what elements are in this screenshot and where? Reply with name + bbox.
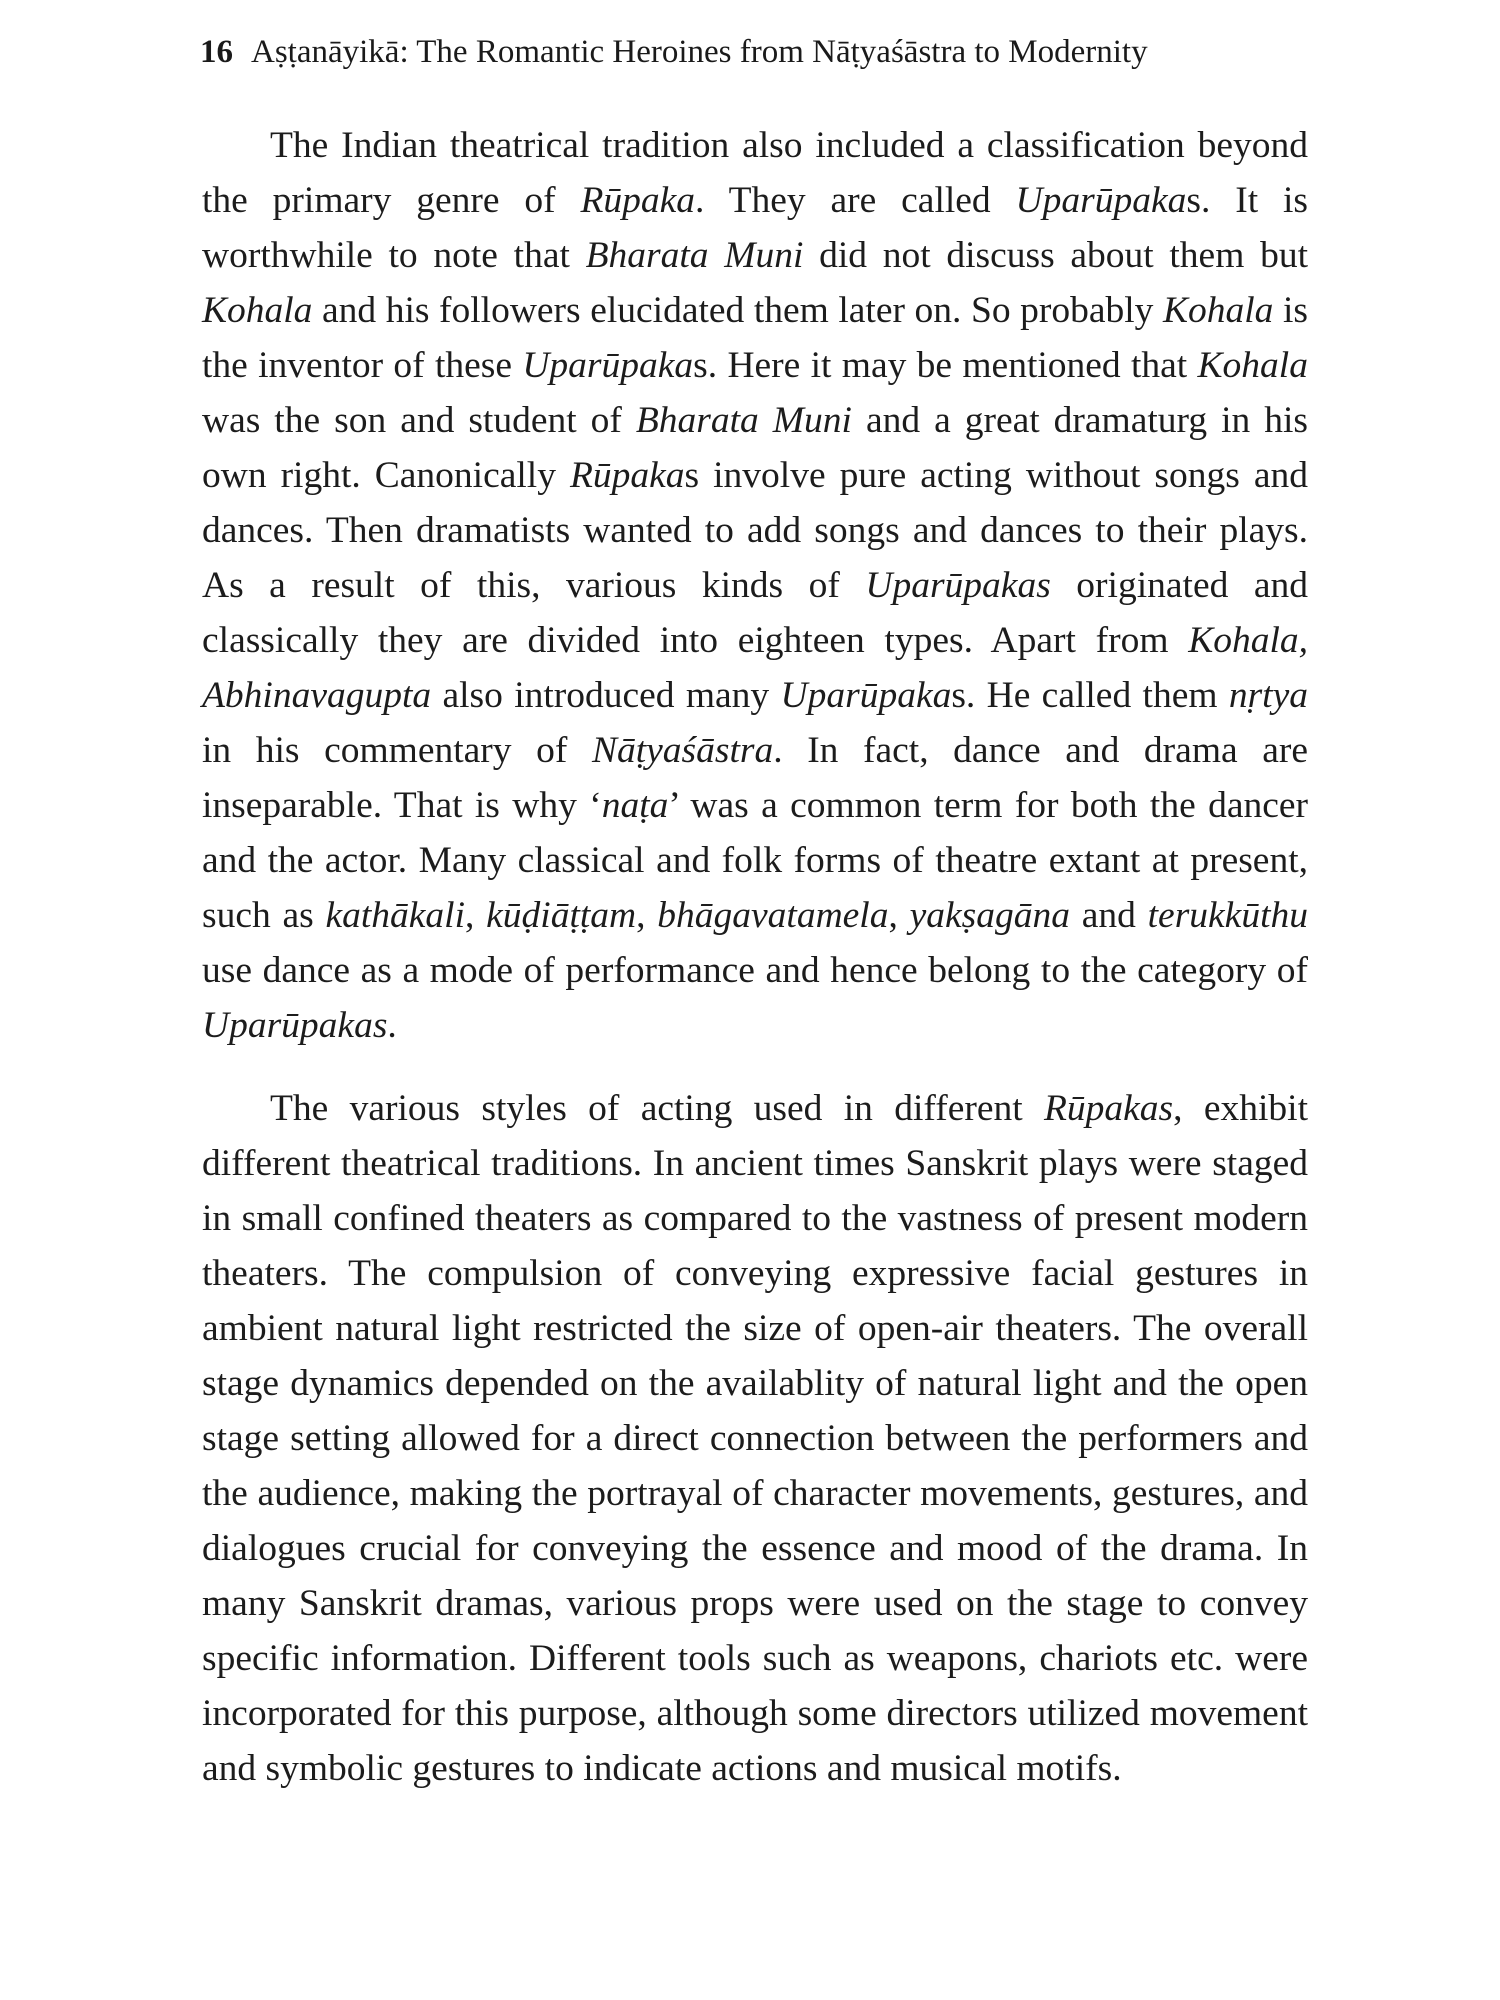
text-run: , xyxy=(465,895,487,936)
italic-term: Bharata Muni xyxy=(585,235,804,276)
italic-term: Bharata Muni xyxy=(635,400,852,441)
text-run: The various styles of acting used in different xyxy=(270,1088,1044,1129)
text-run: in his commentary of xyxy=(202,730,592,771)
italic-term: Kohala, Abhinavagupta xyxy=(202,620,1308,716)
italic-term: Uparūpakas xyxy=(865,565,1051,606)
text-run: s. Here it may be mentioned that xyxy=(693,345,1198,386)
text-run: and xyxy=(1069,895,1148,936)
italic-term: kathākali xyxy=(325,895,466,936)
text-run: did not discuss about them but xyxy=(803,235,1308,276)
italic-term: yakṣagāna xyxy=(909,895,1070,936)
text-run: s involve pure acting without songs and dances. Then dramatists wanted to add songs and dances to their plays. As a result of this, various kinds of xyxy=(202,455,1308,606)
text-run: , xyxy=(636,895,658,936)
body-text xyxy=(202,118,1308,1796)
italic-term: terukkūthu xyxy=(1147,895,1308,936)
italic-term: Kohala xyxy=(202,290,313,331)
text-run: s. He called them xyxy=(951,675,1229,716)
text-run: also introduced many xyxy=(431,675,781,716)
italic-term: Uparūpaka xyxy=(522,345,694,386)
italic-term: Nāṭyaśāstra xyxy=(591,730,774,771)
italic-term: Kohala xyxy=(1163,290,1274,331)
text-run: . They are called xyxy=(695,180,1016,221)
italic-term: nṛtya xyxy=(1228,675,1308,716)
text-run: was the son and student of xyxy=(202,400,636,441)
text-run: ’ was a common term for both the dancer and the actor. Many classical and folk forms of theatre extant at present, such as xyxy=(202,785,1308,936)
text-run: , xyxy=(888,895,910,936)
italic-term: Rūpaka xyxy=(580,180,696,221)
text-run: , exhibit different theatrical traditions. In ancient times Sanskrit plays were staged in small confined theaters as compared to the vastness of present modern theaters. The compulsion of conveying expressive facial gestures in ambient natural light restricted the size of open-air theaters. The overall stage dynamics depended on the availablity of natural light and the open stage setting allowed for a direct connection between the performers and the audience, making the portrayal of character movements, gestures, and dialogues crucial for conveying the essence and mood of the drama. In many Sanskrit dramas, various props were used on the stage to convey specific information. Different tools such as weapons, chariots etc. were incorporated for this purpose, although some directors utilized movement and symbolic gestures to indicate actions and musical motifs. xyxy=(202,1088,1309,1789)
italic-term: kūḍiāṭṭam xyxy=(486,895,637,936)
text-run: is the inventor of these xyxy=(202,290,1309,386)
italic-term: Rūpakas xyxy=(1043,1088,1174,1129)
italic-term: Uparūpakas xyxy=(202,1005,388,1046)
paragraph xyxy=(202,118,1308,1053)
text-run: s. It is worthwhile to note that xyxy=(202,180,1308,276)
text-run: and a great dramaturg in his own right. Canonically xyxy=(202,400,1309,496)
italic-term: naṭa xyxy=(601,785,669,826)
paragraph xyxy=(202,1081,1308,1796)
italic-term: Kohala xyxy=(1197,345,1308,386)
text-run: originated and classically they are divided into eighteen types. Apart from xyxy=(202,565,1308,661)
running-head-title: Aṣṭanāyikā: The Romantic Heroines from Nāṭyaśāstra to Modernity xyxy=(251,34,1148,70)
italic-term: bhāgavatamela xyxy=(657,895,889,936)
text-run: The Indian theatrical tradition also included a classification beyond the primary genre of xyxy=(202,125,1308,221)
text-run: . In fact, dance and drama are inseparable. That is why ‘ xyxy=(202,730,1308,826)
italic-term: Rūpaka xyxy=(569,455,685,496)
italic-term: Uparūpaka xyxy=(780,675,952,716)
text-run: use dance as a mode of performance and hence belong to the category of xyxy=(202,950,1308,991)
italic-term: Uparūpaka xyxy=(1015,180,1187,221)
running-head xyxy=(200,34,1320,71)
page-number: 16 xyxy=(200,34,233,70)
text-run: . xyxy=(387,1005,397,1046)
text-run: and his followers elucidated them later on. So probably xyxy=(312,290,1163,331)
